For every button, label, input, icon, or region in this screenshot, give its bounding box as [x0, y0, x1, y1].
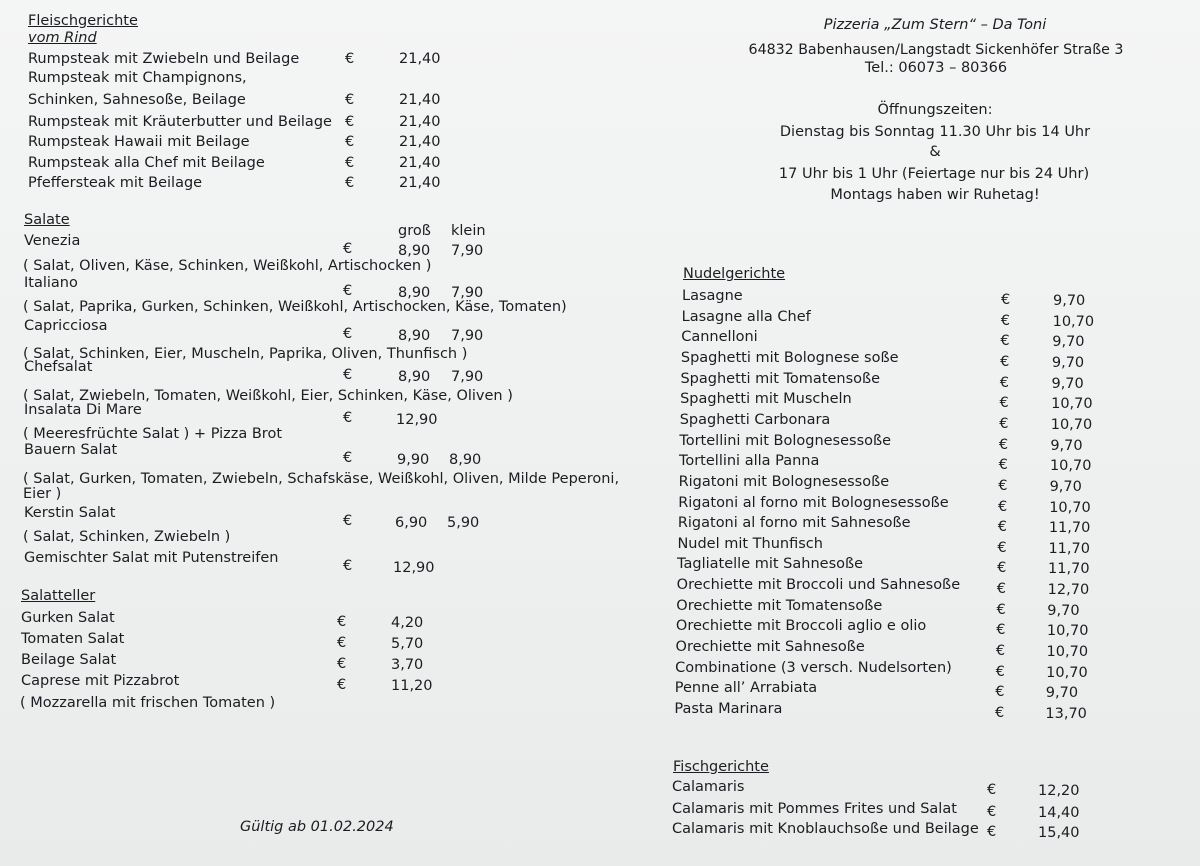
menu-item-price: 9,70 [1047, 602, 1080, 619]
menu-item-price: 10,70 [1049, 499, 1091, 516]
menu-item-price: 10,70 [1049, 458, 1092, 475]
menu-item-price-klein: 7,90 [451, 285, 484, 301]
menu-item-name: Tortellini alla Panna [678, 453, 820, 470]
euro-sign: € [998, 498, 1008, 515]
hours-title: Öffnungszeiten: [877, 102, 993, 118]
menu-item-price-gross: 8,90 [398, 328, 431, 344]
menu-item-price: 9,70 [1049, 478, 1082, 495]
menu-item-name: Insalata Di Mare [24, 402, 142, 418]
euro-sign: € [995, 663, 1005, 680]
menu-item-description: ( Salat, Schinken, Eier, Muscheln, Paprika, Oliven, Thunfisch ) [23, 346, 468, 362]
validity-date: Gültig ab 01.02.2024 [240, 819, 394, 835]
menu-item-price: 11,70 [1048, 520, 1091, 537]
euro-sign: € [343, 450, 353, 466]
menu-item-price: 14,40 [1038, 805, 1080, 821]
menu-item-name: Spaghetti mit Bolognese soße [680, 349, 899, 366]
hours-ampersand: & [929, 144, 941, 160]
hours-line-1: Dienstag bis Sonntag 11.30 Uhr bis 14 Uhr [779, 124, 1091, 140]
menu-item-price: 21,40 [399, 114, 441, 130]
menu-item-description: ( Salat, Zwiebeln, Tomaten, Weißkohl, Eier, Schinken, Käse, Oliven ) [23, 388, 513, 404]
menu-item-price-klein: 8,90 [449, 452, 482, 468]
menu-item-price-klein: 7,90 [451, 243, 484, 259]
menu-item-name: Calamaris mit Knoblauchsoße und Beilage [672, 821, 979, 837]
euro-sign: € [337, 635, 347, 651]
euro-sign: € [996, 581, 1007, 598]
menu-item-name: Penne all’ Arrabiata [674, 680, 818, 697]
menu-item-name: Orechiette mit Broccoli und Sahnesoße [676, 577, 961, 594]
menu-item-price: 15,40 [1038, 825, 1080, 841]
menu-item-price-gross: 12,90 [393, 560, 435, 576]
euro-sign: € [987, 782, 997, 798]
section-title-salatteller: Salatteller [21, 588, 96, 604]
menu-item-price: 21,40 [399, 92, 441, 108]
euro-sign: € [337, 614, 347, 630]
menu-item-description: ( Meeresfrüchte Salat ) + Pizza Brot [23, 426, 283, 442]
menu-item-price: 10,70 [1050, 416, 1093, 433]
restaurant-name: Pizzeria „Zum Stern“ – Da Toni [823, 17, 1047, 33]
euro-sign: € [987, 824, 997, 840]
menu-item-price-gross: 8,90 [398, 285, 431, 301]
menu-item-name: Tomaten Salat [21, 631, 125, 647]
menu-item-price: 9,70 [1051, 375, 1084, 392]
menu-item-price-gross: 6,90 [395, 515, 428, 531]
menu-item-name: Kerstin Salat [24, 505, 116, 521]
menu-item-price-gross: 9,90 [397, 452, 430, 468]
euro-sign: € [345, 155, 355, 171]
menu-item-name: Lasagne [682, 288, 743, 304]
euro-sign: € [996, 601, 1006, 618]
menu-item-name: Venezia [24, 233, 81, 249]
menu-item-name: Lasagne alla Chef [681, 308, 811, 325]
menu-item-price: 10,70 [1046, 664, 1088, 681]
menu-item-price: 4,20 [391, 615, 424, 631]
euro-sign: € [337, 656, 347, 672]
euro-sign: € [345, 175, 355, 191]
euro-sign: € [343, 326, 353, 342]
menu-item-price: 9,70 [1052, 334, 1085, 351]
menu-item-price: 5,70 [391, 636, 424, 652]
menu-item-name: Orechiette mit Tomatensoße [676, 597, 883, 614]
menu-item-name: Cannelloni [681, 329, 758, 346]
euro-sign: € [1000, 312, 1010, 329]
menu-item-name: Chefsalat [24, 359, 93, 375]
salate-col-header-klein: klein [451, 223, 486, 239]
menu-item-price-gross: 12,90 [396, 412, 438, 428]
menu-item-price: 3,70 [391, 657, 424, 673]
menu-item-price: 9,70 [1050, 437, 1083, 454]
euro-sign: € [337, 677, 347, 693]
euro-sign: € [345, 134, 355, 150]
menu-item-name: Gemischter Salat mit Putenstreifen [24, 550, 279, 566]
menu-item-price: 11,70 [1048, 540, 1090, 557]
restaurant-phone: Tel.: 06073 – 80366 [864, 60, 1008, 76]
hours-line-2: 17 Uhr bis 1 Uhr (Feiertage nur bis 24 Uhr) [778, 166, 1090, 182]
menu-item-name: Rigatoni mit Bolognesessoße [678, 473, 890, 490]
menu-item-price-klein: 7,90 [451, 328, 484, 344]
restaurant-address: 64832 Babenhausen/Langstadt Sickenhöfer Straße 3 [748, 42, 1124, 58]
menu-item-name: Schinken, Sahnesoße, Beilage [28, 92, 246, 108]
euro-sign: € [995, 643, 1006, 660]
menu-item-description: ( Salat, Schinken, Zwiebeln ) [23, 529, 231, 545]
menu-item-name: Rumpsteak mit Zwiebeln und Beilage [28, 51, 300, 67]
menu-item-name: Italiano [24, 275, 78, 291]
section-title-fischgerichte: Fischgerichte [673, 759, 769, 775]
section-title-nudelgerichte: Nudelgerichte [683, 266, 786, 282]
euro-sign: € [345, 51, 355, 67]
menu-item-description: ( Salat, Oliven, Käse, Schinken, Weißkohl, Artischocken ) [23, 258, 432, 274]
section-subtitle-vom-rind: vom Rind [28, 30, 97, 46]
euro-sign: € [999, 395, 1009, 412]
menu-item-price: 21,40 [399, 134, 441, 150]
menu-item-name: Rigatoni al forno mit Sahnesoße [677, 515, 911, 532]
menu-item-name: Bauern Salat [24, 442, 118, 458]
salatteller-note: ( Mozzarella mit frischen Tomaten ) [20, 695, 276, 711]
menu-item-name: Pfeffersteak mit Beilage [28, 175, 203, 191]
euro-sign: € [998, 477, 1008, 494]
menu-item-name: Orechiette mit Sahnesoße [675, 639, 865, 656]
menu-item-price-klein: 7,90 [451, 369, 484, 385]
menu-item-price: 21,40 [399, 155, 441, 171]
menu-item-description: Eier ) [23, 486, 62, 502]
euro-sign: € [343, 410, 353, 426]
euro-sign: € [343, 367, 353, 383]
menu-item-price-gross: 8,90 [398, 243, 431, 259]
euro-sign: € [997, 560, 1007, 577]
menu-item-price: 9,70 [1045, 685, 1079, 702]
euro-sign: € [343, 558, 353, 574]
euro-sign: € [343, 513, 353, 529]
menu-item-name: Gurken Salat [21, 610, 115, 626]
menu-item-name: Beilage Salat [21, 652, 117, 668]
menu-item-price: 10,70 [1051, 396, 1093, 413]
menu-item-name: Spaghetti Carbonara [679, 411, 831, 428]
menu-item-price-gross: 8,90 [398, 369, 431, 385]
menu-item-price: 13,70 [1045, 706, 1087, 722]
euro-sign: € [1000, 333, 1010, 350]
menu-item-price: 12,20 [1038, 783, 1080, 799]
menu-item-price: 11,20 [391, 678, 433, 694]
menu-item-description: ( Salat, Gurken, Tomaten, Zwiebeln, Schafskäse, Weißkohl, Oliven, Milde Peperoni, [23, 471, 620, 487]
menu-item-name: Rumpsteak mit Champignons, [28, 70, 247, 86]
menu-item-name: Calamaris mit Pommes Frites und Salat [672, 801, 957, 817]
section-title-fleischgerichte: Fleischgerichte [28, 13, 138, 29]
euro-sign: € [1000, 353, 1010, 370]
euro-sign: € [995, 705, 1005, 721]
euro-sign: € [345, 114, 355, 130]
menu-item-description: ( Salat, Paprika, Gurken, Schinken, Weißkohl, Artischocken, Käse, Tomaten) [23, 299, 567, 315]
menu-item-name: Rigatoni al forno mit Bolognesessoße [678, 494, 949, 511]
menu-item-price: 9,70 [1053, 293, 1086, 309]
menu-item-price: 10,70 [1046, 623, 1089, 640]
menu-item-price: 21,40 [399, 175, 441, 191]
euro-sign: € [999, 415, 1009, 432]
euro-sign: € [997, 539, 1007, 556]
menu-item-name: Tagliatelle mit Sahnesoße [677, 556, 864, 573]
menu-item-name: Rumpsteak alla Chef mit Beilage [28, 155, 265, 171]
menu-item-name: Calamaris [672, 779, 745, 795]
menu-item-name: Tortellini mit Bolognesessoße [679, 432, 892, 449]
salate-col-header-gross: groß [398, 223, 431, 239]
closed-day-note: Montags haben wir Ruhetag! [830, 187, 1040, 203]
menu-item-name: Rumpsteak Hawaii mit Beilage [28, 134, 250, 150]
menu-item-name: Caprese mit Pizzabrot [21, 673, 180, 689]
menu-item-name: Pasta Marinara [674, 701, 783, 717]
euro-sign: € [345, 92, 355, 108]
euro-sign: € [343, 241, 353, 257]
euro-sign: € [987, 804, 997, 820]
euro-sign: € [1001, 292, 1011, 308]
euro-sign: € [997, 519, 1007, 536]
menu-item-price-klein: 5,90 [447, 515, 480, 531]
euro-sign: € [996, 622, 1006, 639]
euro-sign: € [343, 283, 353, 299]
menu-item-name: Capricciosa [24, 318, 108, 334]
menu-item-price: 9,70 [1051, 354, 1085, 371]
menu-item-price: 10,70 [1052, 313, 1095, 330]
menu-item-price: 11,70 [1048, 561, 1090, 578]
euro-sign: € [999, 374, 1010, 391]
euro-sign: € [995, 684, 1005, 701]
menu-item-name: Nudel mit Thunfisch [677, 535, 823, 552]
menu-item-price: 12,70 [1047, 582, 1090, 599]
euro-sign: € [998, 436, 1009, 453]
menu-item-name: Orechiette mit Broccoli aglio e olio [675, 618, 927, 635]
menu-item-name: Spaghetti mit Muscheln [680, 391, 852, 408]
menu-item-price: 21,40 [399, 51, 441, 67]
menu-item-name: Rumpsteak mit Kräuterbutter und Beilage [28, 114, 332, 130]
menu-item-name: Combinatione (3 versch. Nudelsorten) [675, 659, 952, 676]
section-title-salate: Salate [24, 212, 70, 228]
euro-sign: € [998, 457, 1008, 474]
menu-item-price: 10,70 [1046, 644, 1089, 661]
menu-item-name: Spaghetti mit Tomatensoße [680, 370, 881, 387]
